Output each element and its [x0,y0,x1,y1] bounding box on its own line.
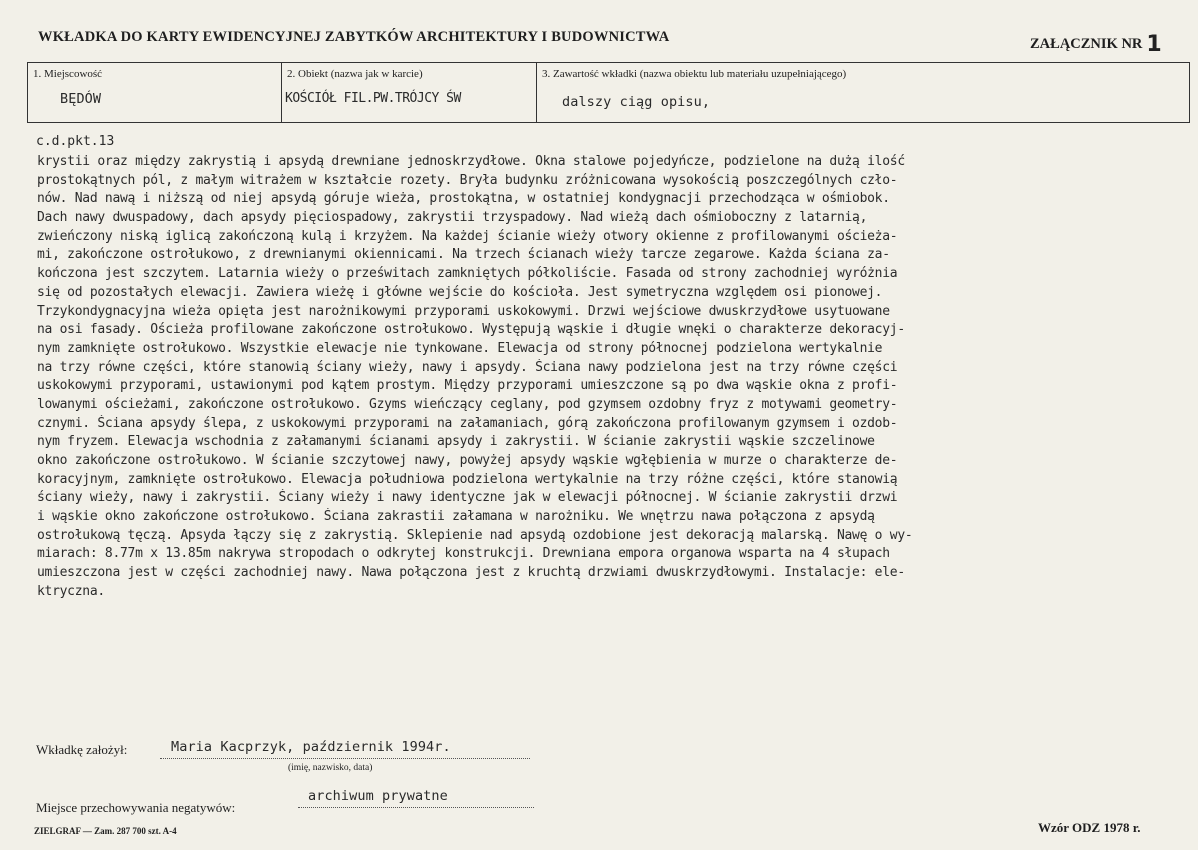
form-version: Wzór ODZ 1978 r. [1038,820,1141,835]
table-left-border [27,62,28,123]
description-line: zwieńczony niską iglicą zakończoną kulą i krzyżem. Na każdej ścianie wieży otwory okienne z profilowanymi ościeża- [37,228,898,244]
description-line: i wąskie okno zakończone ostrołukowo. Ściana zakrastii załamana w narożniku. We wnętrzu nawa połączona z apsydą [37,509,875,525]
printer-note: ZIELGRAF — Zam. 287 700 szt. A-4 [34,826,177,836]
table-divider-1 [281,62,282,123]
founded-value: Maria Kacprzyk, październik 1994r. [171,739,451,755]
table-bottom-border [27,122,1190,123]
description-line: nym zamknięte ostrołukowo. Wszystkie elewacje nie tynkowane. Elewacja od strony północnej podzielona wertykalnie [37,340,883,356]
content-value: dalszy ciąg opisu, [562,94,711,110]
description-line: uskokowymi przyporami, ustawionymi pod kątem prostym. Między przyporami umieszczone są po dwa wąskie okna z profi- [37,378,898,394]
locality-value: BĘDÓW [60,91,102,107]
description-line: nym fryzem. Elewacja wschodnia z załamanymi ścianami apsydy i zakrystii. W ścianie zakrystii wąskie szczelinowe [37,434,875,450]
object-label: 2. Obiekt (nazwa jak w karcie) [287,68,423,80]
description-line: cznymi. Ściana apsydy ślepa, z uskokowymi przyporami na załamaniach, górą zakończona profilowanym gzymsem i ozdob- [37,415,898,431]
table-divider-2 [536,62,537,123]
description-line: kończona jest szczytem. Latarnia wieży o prześwitach zamkniętych półkoliście. Fasada od strony zachodniej wyróżnia [37,266,898,282]
description-line: lowanymi ościeżami, zakończone ostrołukowo. Gzyms wieńczący ceglany, pod gzymsem ozdobny fryz z motywami geometry- [37,396,898,412]
content-label: 3. Zawartość wkładki (nazwa obiektu lub materiału uzupełniającego) [542,68,847,80]
description-line: miarach: 8.77m x 13.85m nakrywa stropodach o odkrytej konstrukcji. Drewniana empora organowa wsparta na 4 słupach [37,546,890,562]
description-line: mi, zakończone ostrołukowo, z drewnianymi okiennicami. Na trzech ścianach wieży tarcze zegarowe. Każda ściana za- [37,247,890,263]
description-line: umieszczona jest w części zachodniej nawy. Nawa połączona jest z kruchtą drzwiami dwuskrzydłowymi. Instalacje: ele- [37,565,905,581]
object-value: KOŚCIÓŁ FIL.PW.TRÓJCY ŚW [285,91,461,106]
description-line: się od pozostałych elewacji. Zawiera wieżę i główne wejście do kościoła. Jest symetryczna względem osi pionowej. [37,284,883,300]
table-right-border [1189,62,1190,123]
founded-label: Wkładkę założył: [36,742,128,757]
table-top-border [27,62,1190,63]
description-line: prostokątnych pól, z małym witrażem w kształcie rozety. Bryła budynku zróżnicowana wysokością poszczególnych czło- [37,172,898,188]
description-line: okno zakończone ostrołukowo. W ścianie szczytowej nawy, powyżej apsydy wąskie wgłębienia w murze o charakterze de- [37,453,898,468]
description-text [37,153,1192,602]
attachment-number-value: 1 [1146,32,1162,57]
attachment-label: ZAŁĄCZNIK NR [1030,36,1143,52]
description-line: ściany wieży, nawy i zakrystii. Ściany wieży i nawy identyczne jak w elewacji północnej. W ścianie zakrystii drzwi [37,490,898,506]
founded-hint: (imię, nazwisko, data) [288,763,373,773]
description-line: krystii oraz między zakrystią i apsydą drewniane jednoskrzydłowe. Okna stalowe pojedyńcze, podzielone na dużą ilość [37,154,905,169]
description-line: nów. Nad nawą i niższą od niej apsydą góruje wieża, prostokątna, w ostatniej kondygnacji przechodząca w ośmiobok. [37,191,890,207]
description-line: koracyjnym, zamknięte ostrołukowo. Elewacja południowa podzielona wertykalnie na trzy różne części, które stanowią [37,471,898,487]
founded-dotted-line [160,758,530,759]
storage-dotted-line [298,807,534,808]
description-line: na trzy równe części, które stanowią ściany wieży, nawy i apsydy. Ściana nawy podzielona jest na trzy równe części [37,359,898,375]
form-title: WKŁADKA DO KARTY EWIDENCYJNEJ ZABYTKÓW ARCHITEKTURY I BUDOWNICTWA [38,29,670,45]
description-line: na osi fasady. Ościeża profilowane zakończone ostrołukowo. Występują wąskie i długie wnęki o charakterze dekoracyj- [37,322,905,338]
locality-label: 1. Miejscowość [33,68,103,80]
attachment-number [1030,29,1162,57]
description-line: Dach nawy dwuspadowy, dach apsydy pięciospadowy, zakrystii trzyspadowy. Nad wieżą dach ośmioboczny z latarnią, [37,210,868,226]
storage-label: Miejsce przechowywania negatywów: [36,800,236,815]
description-line: Trzykondygnacyjna wieża opięta jest narożnikowymi przyporami uskokowymi. Drzwi wejściowe dwuskrzydłowe usytuowane [37,303,890,319]
description-line: ostrołukową tęczą. Apsyda łączy się z zakrystią. Sklepienie nad apsydą ozdobione jest dekoracją malarską. Nawę o wy- [37,527,913,543]
storage-value: archiwum prywatne [308,788,448,804]
continuation-heading: c.d.pkt.13 [36,134,115,149]
description-line: ktryczna. [37,583,105,599]
